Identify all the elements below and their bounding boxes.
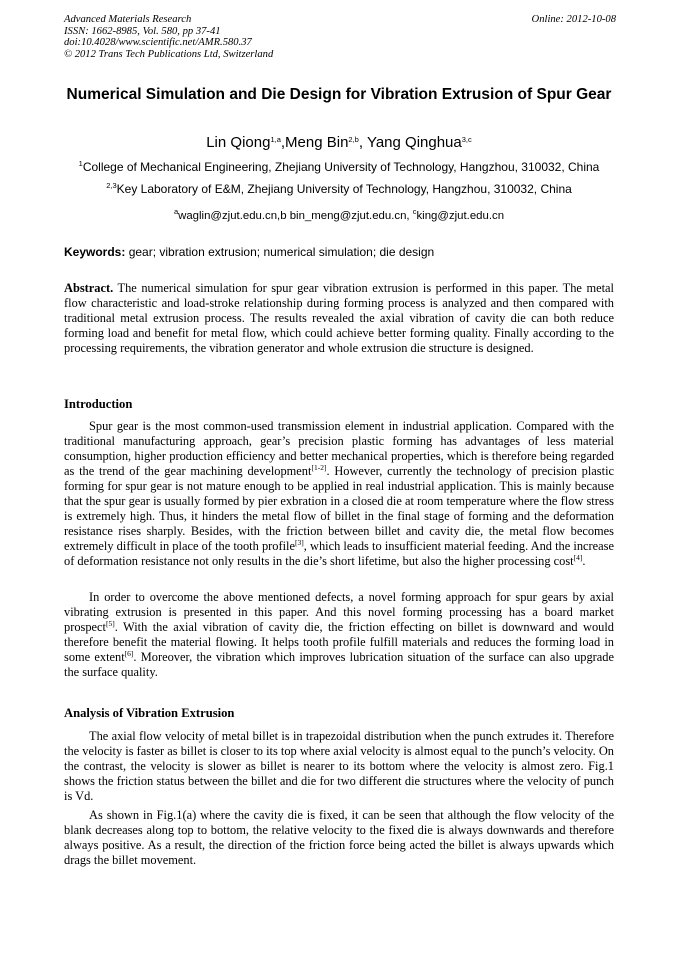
email-sup: c (412, 207, 417, 216)
author-sup: 3,c (461, 135, 472, 144)
paragraph-text: . However, currently the technology of precision plastic forming for spur gear is not mature enough to be applied in real industrial application. This is mainly because that the spur gear is usually formed by pier exbration in a closed die at room temperature where the flow stress is extremely high. Thus, it hinders the metal flow of billet in the final stage of forming and the deformation resistance rises sharply. Besides, with the friction between billet and cavity die, the metal flow becomes extremely difficult in place of the tooth profile (64, 464, 615, 553)
citation-ref: [4] (573, 553, 583, 562)
paragraph-text: Spur gear is the most common-used transmission element in industrial application. Compared with the traditional manufacturing approach, gear’s precision plastic forming has advantages of less material consumption, higher production efficiency and better mechanical properties, which is therefore being regarded as the trend of the gear machining development (64, 419, 614, 478)
affiliation-sup: 1 (78, 159, 83, 168)
paragraph-text: . Moreover, the vibration which improves lubrication situation of the surface can also upgrade the surface quality. (64, 650, 614, 679)
journal-meta (64, 14, 273, 60)
paper-title: Numerical Simulation and Die Design for Vibration Extrusion of Spur Gear (66, 86, 612, 103)
abstract-text: The numerical simulation for spur gear vibration extrusion is performed in this paper. The metal flow characteristic and load-stroke relationship during forming process is analyzed and then compared with traditional metal extrusion process. The results revealed the axial vibration of cavity die can both reduce forming load and benefit for metal flow, which could achieve better forming quality. Finally according to the processing requirements, the vibration generator and whole extrusion die structure is designed. (64, 281, 614, 355)
affiliation-text: Key Laboratory of E&M, Zhejiang University of Technology, Hangzhou, 310032, China (116, 182, 572, 196)
email-sup: a (173, 207, 179, 216)
keywords-label: Keywords: (64, 245, 126, 259)
online-date: Online: 2012-10-08 (531, 14, 616, 25)
paragraph-text: . (582, 554, 586, 568)
keywords-text: gear; vibration extrusion; numerical simulation; die design (128, 245, 435, 259)
issn-line: ISSN: 1662-8985, Vol. 580, pp 37-41 (64, 25, 221, 37)
author-sep: , (358, 134, 367, 151)
affiliation-1 (40, 160, 638, 174)
intro-paragraph-1 (64, 419, 614, 569)
analysis-paragraph-2: As shown in Fig.1(a) where the cavity die is fixed, it can be seen that although the flow velocity of the blank decreases along top to bottom, the relative velocity to the fixed die is always downwards and therefore always positive. As a result, the direction of the friction force being acted the billet is always upwards which drags the billet movement. (64, 808, 614, 867)
email-text: waglin@zjut.edu.cn,b bin_meng@zjut.edu.cn, (178, 210, 413, 222)
paragraph-text: , which leads to insufficient material feeding. And the increase of deformation resistance not only results in the die’s short lifetime, but also the higher processing cost (64, 539, 614, 568)
paragraph-text: In order to overcome the above mentioned defects, a novel forming approach for spur gears by axial vibrating extrusion is presented in this paper. And this novel forming processing has a board market prospect (64, 590, 614, 634)
abstract (64, 281, 614, 356)
intro-paragraph-2 (64, 590, 614, 680)
affiliation-text: College of Mechanical Engineering, Zhejiang University of Technology, Hangzhou, 310032, China (82, 160, 600, 174)
keywords (64, 245, 614, 259)
affiliation-2 (40, 182, 638, 196)
journal-name: Advanced Materials Research (64, 14, 192, 25)
author-sup: 2,b (348, 135, 359, 144)
paragraph-text: . With the axial vibration of cavity die, the friction effecting on billet is downward and would therefore benefit the material flowing. It helps tooth profile fulfill materials and reduces the forming load in some extent (64, 620, 614, 664)
author-name: Yang Qinghua (366, 134, 462, 151)
abstract-label: Abstract. (64, 281, 114, 295)
analysis-paragraph-1: The axial flow velocity of metal billet is in trapezoidal distribution when the punch extrudes it. Therefore the velocity is faster as billet is closer to its top where axial velocity is almost equal to the punch’s velocity. On the contrast, the velocity is slower as billet is nearer to its bottom where the velocity is almost zero. Fig.1 shows the friction status between the billet and die for two different die structures where the velocity of punch is Vd. (64, 729, 614, 803)
citation-ref: [3] (295, 538, 304, 547)
section-heading-analysis: Analysis of Vibration Extrusion (64, 706, 235, 720)
author-name: Meng Bin (285, 134, 349, 151)
author-emails (64, 209, 614, 223)
author-sep: , (280, 134, 286, 151)
author-sup: 1,a (270, 135, 281, 144)
doi-line: doi:10.4028/www.scientific.net/AMR.580.37 (64, 37, 252, 49)
email-text: king@zjut.edu.cn (416, 210, 505, 222)
citation-ref: [1-2] (311, 463, 327, 472)
affiliation-sup: 2,3 (106, 181, 117, 190)
citation-ref: [5] (105, 619, 115, 628)
author-name: Lin Qiong (206, 134, 271, 151)
copyright-line: © 2012 Trans Tech Publications Ltd, Switzerland (64, 48, 274, 60)
citation-ref: [6] (124, 649, 134, 658)
author-list (64, 134, 614, 152)
section-heading-introduction: Introduction (64, 397, 133, 411)
